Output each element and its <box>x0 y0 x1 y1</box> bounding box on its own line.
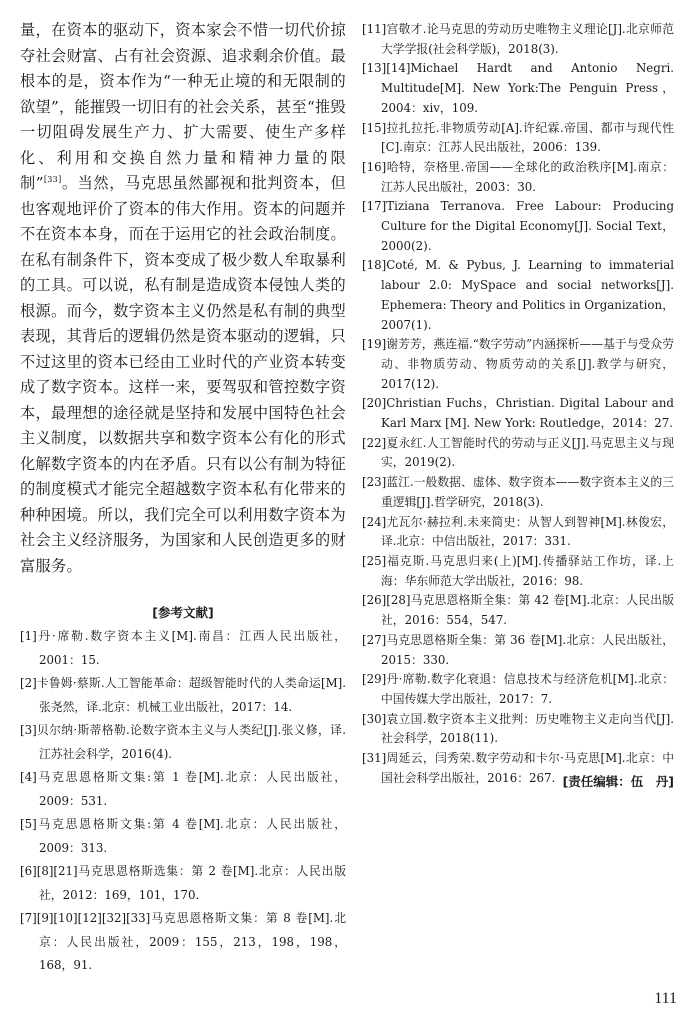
reference-item: [11]宫敬才.论马克思的劳动历史唯物主义理论[J].北京师范大学学报(社会科学版)，2018(3). <box>362 22 674 56</box>
reference-item: [17]Tiziana Terranova. Free Labour: Producing Culture for the Digital Economy[J]. Social Text，2000(2). <box>362 199 674 253</box>
reference-item: [24]尤瓦尔·赫拉利.未来简史：从智人到智神[M].林俊宏，译.北京：中信出版社，2017：331. <box>362 514 674 549</box>
reference-item: [20]Christian Fuchs，Christian. Digital Labour and Karl Marx [M]. New York: Routledge，2014：27. <box>362 396 674 431</box>
reference-item: [19]谢芳芳，燕连福.“数字劳动”内涵探析——基于与受众劳动、非物质劳动、物质劳动的关系[J].教学与研究，2017(12). <box>362 337 674 391</box>
references-list-right <box>362 20 674 788</box>
reference-item: [5]马克思恩格斯文集:第 4 卷[M].北京：人民出版社，2009：313. <box>20 817 346 855</box>
right-column <box>362 20 674 788</box>
reference-item: [25]福克斯.马克思归来(上)[M].传播驿站工作坊，译.上海：华东师范大学出版社，2016：98. <box>362 553 674 588</box>
responsible-editor: [责任编辑：伍 丹] <box>562 774 674 789</box>
page-number: 111 <box>654 990 677 1007</box>
references-list-left <box>20 625 346 978</box>
reference-item: [3]贝尔纳·斯蒂格勒.论数字资本主义与人类纪[J].张义修，译.江苏社会科学，2016(4). <box>20 723 346 761</box>
left-column <box>20 18 346 978</box>
reference-item: [16]哈特，奈格里.帝国——全球化的政治秩序[M].南京：江苏人民出版社，2003：30. <box>362 159 674 194</box>
body-text-part-1: 量，在资本的驱动下，资本家会不惜一切代价掠夺社会财富、占有社会资源、追求剩余价值。最根本的是，资本作为“一种无止境的和无限制的欲望”，能摧毁一切旧有的社会关系，甚至“推毁一切阻碍发展生产力、扩大需要、使生产多样化、利用和交换自然力量和精神力量的限制” <box>20 21 346 192</box>
reference-item: [13][14]Michael Hardt and Antonio Negri. Multitude[M]. New York:The Penguin Press，2004：xiv，109. <box>362 61 674 115</box>
reference-item: [15]拉扎拉托.非物质劳动[A].许纪霖.帝国、都市与现代性[C].南京：江苏人民出版社，2006：139. <box>362 120 674 155</box>
reference-item: [18]Coté, M. & Pybus, J. Learning to immaterial labour 2.0: MySpace and social networks[J]. Ephemera: Theory and Politics in Organization，2007(1). <box>362 258 674 332</box>
reference-item: [30]袁立国.数字资本主义批判：历史唯物主义走向当代[J].社会科学，2018(11). <box>362 711 674 746</box>
citation-superscript: [33] <box>43 174 62 184</box>
reference-item: [26][28]马克思恩格斯全集：第 42 卷[M].北京：人民出版社，2016：554，547. <box>362 593 674 628</box>
reference-item: [29]丹·席勒.数字化衰退：信息技术与经济危机[M].北京：中国传媒大学出版社，2017：7. <box>362 672 674 706</box>
reference-item: [22]夏永红.人工智能时代的劳动与正义[J].马克思主义与现实，2019(2). <box>362 435 674 470</box>
reference-item: [31]周延云，闫秀荣.数字劳动和卡尔·马克思[M].北京：中国社会科学出版社，2016：267. <box>362 751 674 785</box>
body-paragraph <box>20 18 346 579</box>
reference-item: [27]马克思恩格斯全集：第 36 卷[M].北京：人民出版社，2015：330. <box>362 632 674 667</box>
reference-item: [4]马克思恩格斯文集:第 1 卷[M].北京：人民出版社，2009：531. <box>20 770 346 808</box>
reference-item: [23]蓝江.一般数据、虚体、数字资本——数字资本主义的三重逻辑[J].哲学研究，2018(3). <box>362 475 674 509</box>
reference-item: [2]卡鲁姆·蔡斯.人工智能革命：超级智能时代的人类命运[M].张尧然，译.北京：机械工业出版社，2017：14. <box>20 676 346 714</box>
reference-item: [6][8][21]马克思恩格斯选集：第 2 卷[M].北京：人民出版社，2012：169，101，170. <box>20 864 346 902</box>
body-text-part-2: 。当然，马克思虽然鄙视和批判资本，但也客观地评价了资本的伟大作用。资本的问题并不在资本本身，而在于运用它的社会政治制度。在私有制条件下，资本变成了极少数人牟取暴利的工具。可以说，私有制是造成资本侵蚀人类的根源。而今，数字资本主义仍然是私有制的典型表现，其背后的逻辑仍然是资本驱动的逻辑，只不过这里的资本已经由工业时代的产业资本转变成了数字资本。这样一来，要驾驭和管控数字资本，最理想的途径就是坚持和发展中国特色社会主义制度，以数据共享和数字资本公有化的形式化解数字资本的内在矛盾。只有以公有制为特征的制度模式才能完全超越数字资本私有化带来的种种困境。所以，我们完全可以利用数字资本为社会主义经济服务，为国家和人民创造更多的财富服务。 <box>20 174 346 575</box>
references-heading: [参考文献] <box>152 605 214 620</box>
reference-item: [7][9][10][12][32][33]马克思恩格斯文集：第 8 卷[M].北京：人民出版社，2009：155，213，198，198，168，91. <box>20 911 346 972</box>
reference-item: [1]丹·席勒.数字资本主义[M].南昌：江西人民出版社，2001：15. <box>20 629 346 667</box>
